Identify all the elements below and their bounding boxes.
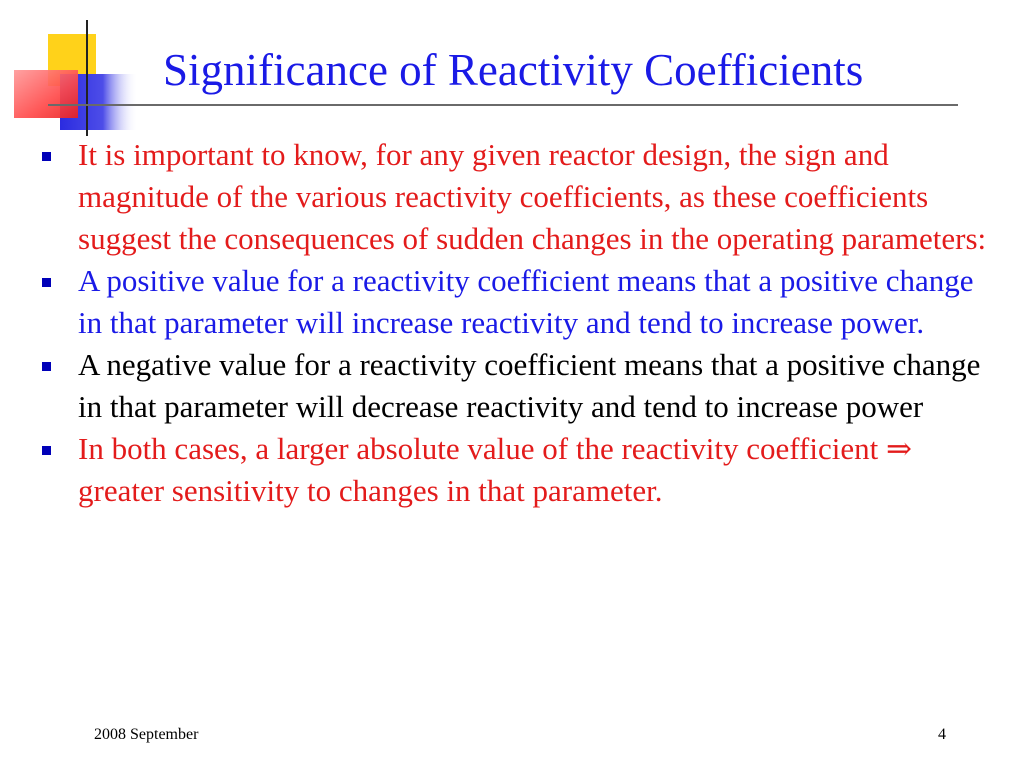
bullet-text: It is important to know, for any given reactor design, the sign and magnitude of the various reactivity coefficients, as these coefficients suggest the consequences of sudden changes in the operating parameters:: [78, 137, 987, 256]
bullet-item: [42, 260, 992, 344]
bullet-item: [42, 134, 992, 260]
footer-date: 2008 September: [94, 726, 199, 743]
bullet-list: [42, 134, 992, 512]
square-bullet-icon: [42, 278, 51, 287]
bullet-text: In both cases, a larger absolute value of the reactivity coefficient ⇒ greater sensitivity to changes in that parameter.: [78, 431, 912, 508]
page-number: 4: [938, 726, 946, 743]
bullet-item: [42, 344, 992, 428]
square-bullet-icon: [42, 446, 51, 455]
bullet-text: A positive value for a reactivity coefficient means that a positive change in that parameter will increase reactivity and tend to increase power.: [78, 263, 974, 340]
square-bullet-icon: [42, 152, 51, 161]
bullet-text: A negative value for a reactivity coefficient means that a positive change in that parameter will decrease reactivity and tend to increase power: [78, 347, 981, 424]
title-underline: [48, 104, 958, 106]
decorative-corner-logo: [0, 0, 160, 140]
square-bullet-icon: [42, 362, 51, 371]
bullet-item: [42, 428, 992, 512]
slide-title: Significance of Reactivity Coefficients: [163, 45, 864, 95]
